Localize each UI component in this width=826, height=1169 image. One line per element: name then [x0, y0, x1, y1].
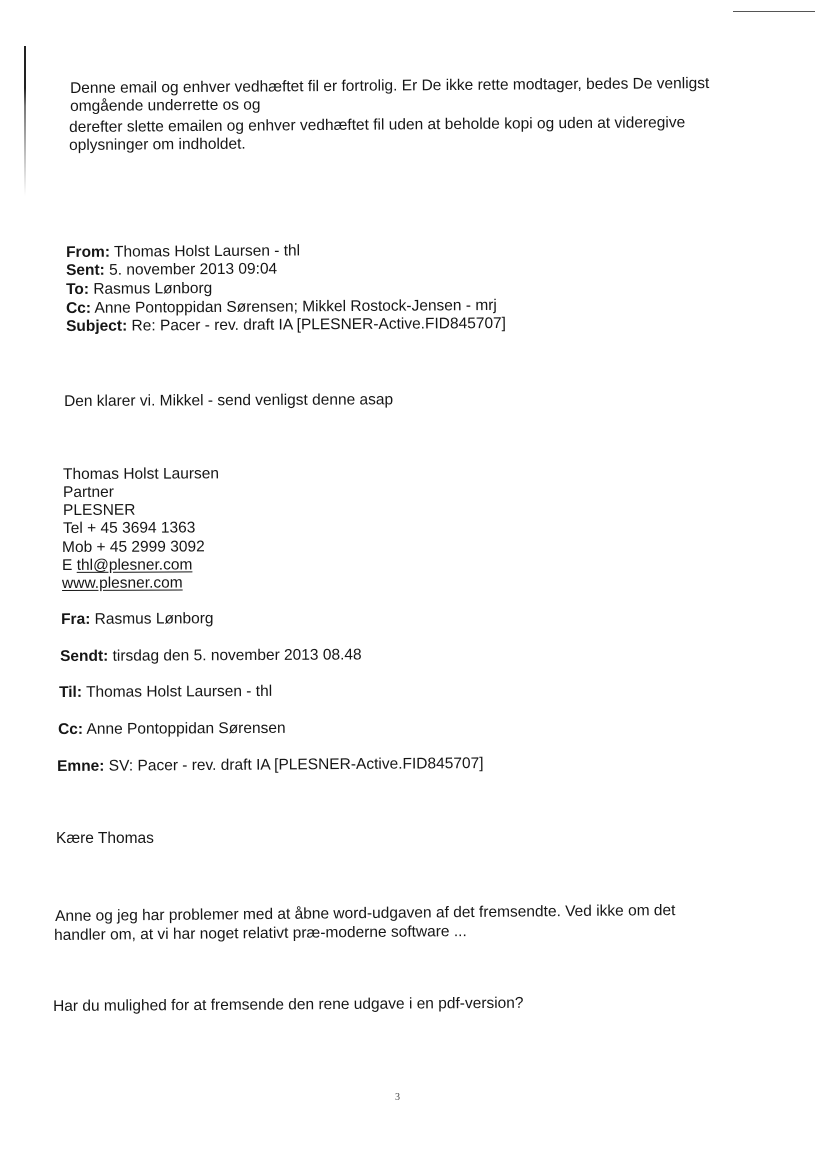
body-paragraph: Har du mulighed for at fremsende den rene udgave i en pdf-version?: [53, 994, 524, 1015]
email-cc-original: [58, 720, 286, 739]
cc-original-value: Anne Pontoppidan Sørensen: [82, 719, 286, 738]
disclaimer-line: derefter slette emailen og enhver vedhæftet fil uden at beholde kopi og uden at videregive: [69, 114, 686, 136]
sent-value: 5. november 2013 09:04: [104, 260, 278, 279]
signature-name: Thomas Holst Laursen: [63, 465, 220, 483]
disclaimer-line: omgående underrette os og: [70, 96, 261, 115]
website-link[interactable]: www.plesner.com: [62, 574, 183, 592]
fra-label: Fra:: [61, 610, 91, 628]
subject-label: Subject:: [66, 317, 128, 335]
til-label: Til:: [59, 683, 83, 701]
email-subject: [66, 315, 506, 336]
signature-company: PLESNER: [63, 501, 136, 519]
emne-value: SV: Pacer - rev. draft IA [PLESNER-Active.FID845707]: [104, 755, 484, 775]
scan-edge-mark-top: [733, 11, 815, 12]
email-fra: [61, 610, 214, 629]
fra-value: Rasmus Lønborg: [90, 610, 214, 628]
reply-body: Den klarer vi. Mikkel - send venligst denne asap: [64, 391, 394, 410]
email-to: [66, 280, 212, 299]
to-label: To:: [66, 280, 90, 298]
signature-mob: Mob + 45 2999 3092: [62, 538, 205, 556]
email-til: [59, 683, 272, 702]
emne-label: Emne:: [57, 757, 105, 775]
email-emne: [57, 755, 484, 776]
body-paragraph-line: handler om, at vi har noget relativt præ-moderne software ...: [54, 923, 467, 944]
disclaimer-line: Denne email og enhver vedhæftet fil er fortrolig. Er De ikke rette modtager, bedes De venligst: [70, 74, 710, 97]
to-value: Rasmus Lønborg: [88, 279, 213, 298]
page-number: 3: [395, 1092, 400, 1103]
cc-original-label: Cc:: [58, 720, 84, 738]
til-value: Thomas Holst Laursen - thl: [81, 682, 273, 701]
email-prefix: E: [62, 556, 77, 574]
greeting: Kære Thomas: [56, 830, 154, 847]
email-from: [66, 242, 300, 262]
signature-tel: Tel + 45 3694 1363: [63, 519, 196, 537]
sendt-label: Sendt:: [60, 647, 109, 665]
sent-label: Sent:: [66, 261, 105, 279]
sendt-value: tirsdag den 5. november 2013 08.48: [108, 646, 362, 665]
from-value: Thomas Holst Laursen - thl: [109, 242, 301, 261]
email-sent: [66, 261, 277, 280]
signature-email: [62, 556, 192, 575]
subject-value: Re: Pacer - rev. draft IA [PLESNER-Active.FID845707]: [127, 314, 507, 335]
cc-label: Cc:: [66, 299, 92, 317]
email-sendt: [60, 646, 362, 666]
email-link[interactable]: thl@plesner.com: [76, 556, 193, 574]
signature-title: Partner: [63, 483, 114, 501]
cc-value: Anne Pontoppidan Sørensen; Mikkel Rostock-Jensen - mrj: [90, 296, 497, 317]
body-paragraph-line: Anne og jeg har problemer med at åbne word-udgaven af det fremsendte. Ved ikke om det: [55, 902, 676, 925]
scan-edge-mark: [24, 46, 26, 196]
from-label: From:: [66, 243, 111, 261]
disclaimer-line: oplysninger om indholdet.: [69, 135, 246, 154]
